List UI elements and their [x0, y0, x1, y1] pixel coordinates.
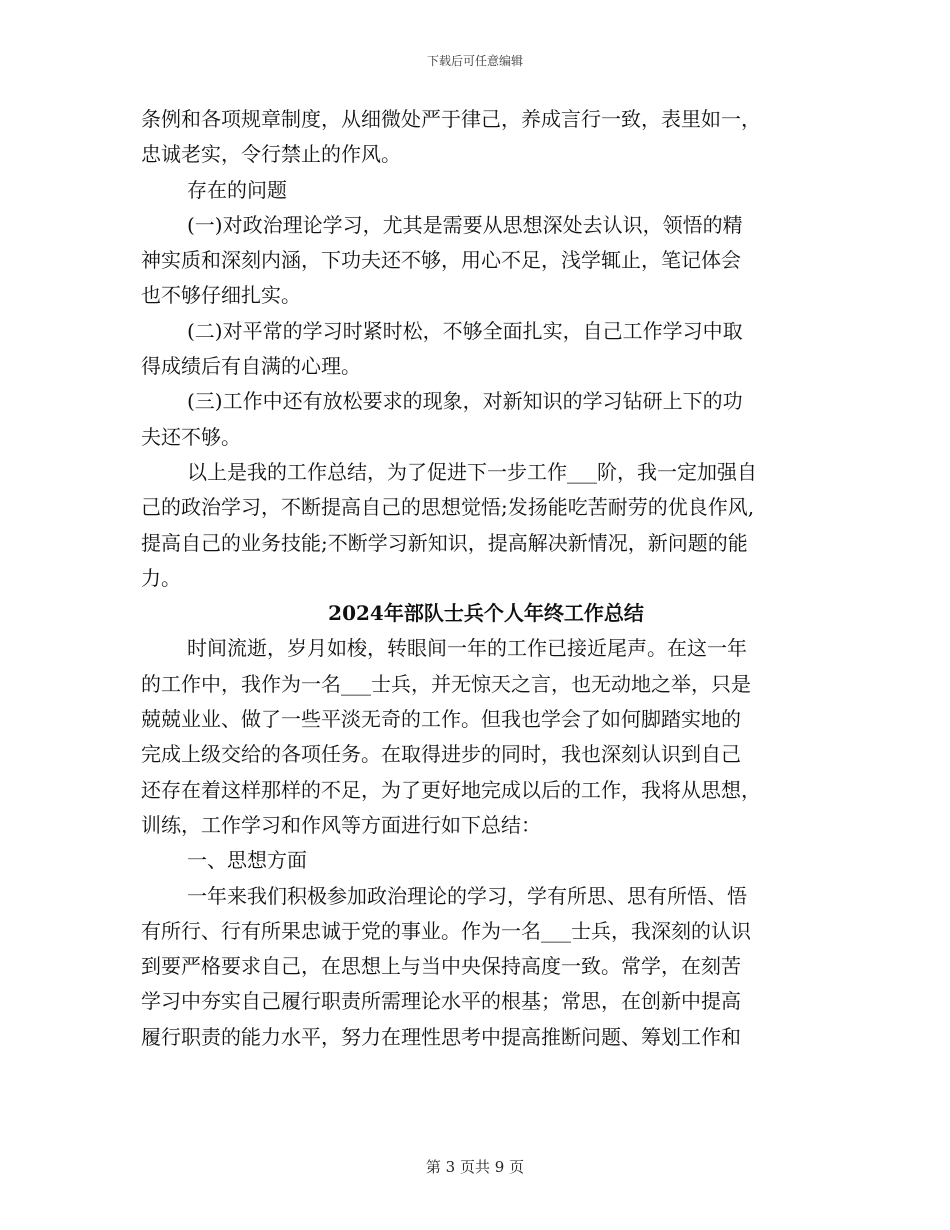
text-line: 夫还不够。 — [141, 424, 241, 449]
text-line: 力。 — [141, 565, 181, 590]
text-line: 有所行、行有所果忠诚于党的事业。作为一名___士兵，我深刻的认识 — [141, 918, 751, 943]
text-line: 忠诚老实，令行禁止的作风。 — [141, 142, 401, 167]
text-line: 以上是我的工作总结，为了促进下一步工作___阶，我一定加强自 — [187, 459, 757, 484]
text-line: 到要严格要求自己，在思想上与当中央保持高度一致。常学，在刻苦 — [141, 954, 741, 979]
text-line: 一、思想方面 — [187, 848, 307, 873]
text-line: 一年来我们积极参加政治理论的学习，学有所思、思有所悟、悟 — [187, 883, 747, 908]
page-header: 下载后可任意编辑 — [426, 54, 523, 68]
text-line: 履行职责的能力水平，努力在理性思考中提高推断问题、筹划工作和 — [141, 1024, 741, 1049]
text-line: 学习中夯实自己履行职责所需理论水平的根基；常思，在创新中提高 — [141, 989, 741, 1014]
page-footer: 第 3 页共 9 页 — [425, 1158, 525, 1176]
text-line: 的工作中，我作为一名___士兵，并无惊天之言，也无动地之举，只是 — [141, 671, 751, 696]
text-line: 己的政治学习，不断提高自己的思想觉悟;发扬能吃苦耐劳的优良作风, — [141, 495, 755, 520]
text-line: 存在的问题 — [187, 177, 287, 202]
text-line: 提高自己的业务技能;不断学习新知识，提高解决新情况，新问题的能 — [141, 530, 748, 555]
text-line: 得成绩后有自满的心理。 — [141, 354, 361, 379]
text-line: 兢兢业业、做了一些平淡无奇的工作。但我也学会了如何脚踏实地的 — [141, 707, 741, 732]
text-line: 训练，工作学习和作风等方面进行如下总结： — [141, 812, 541, 837]
text-line: 时间流逝，岁月如梭，转眼间一年的工作已接近尾声。在这一年 — [187, 636, 747, 661]
text-line: (一)对政治理论学习，尤其是需要从思想深处去认识，领悟的精 — [187, 212, 743, 237]
text-line: 神实质和深刻内涵，下功夫还不够，用心不足，浅学辄止，笔记体会 — [141, 248, 741, 273]
text-line: (三)工作中还有放松要求的现象，对新知识的学习钻研上下的功 — [187, 389, 743, 414]
section-title: 2024年部队士兵个人年终工作总结 — [328, 601, 644, 626]
text-line: (二)对平常的学习时紧时松，不够全面扎实，自己工作学习中取 — [187, 318, 743, 343]
document-body — [141, 102, 821, 1055]
text-line: 还存在着这样那样的不足，为了更好地完成以后的工作，我将从思想， — [141, 777, 761, 802]
text-line: 完成上级交给的各项任务。在取得进步的同时，我也深刻认识到自己 — [141, 742, 741, 767]
text-line: 也不够仔细扎实。 — [141, 283, 301, 308]
text-line: 条例和各项规章制度，从细微处严于律己，养成言行一致，表里如一， — [141, 107, 761, 131]
